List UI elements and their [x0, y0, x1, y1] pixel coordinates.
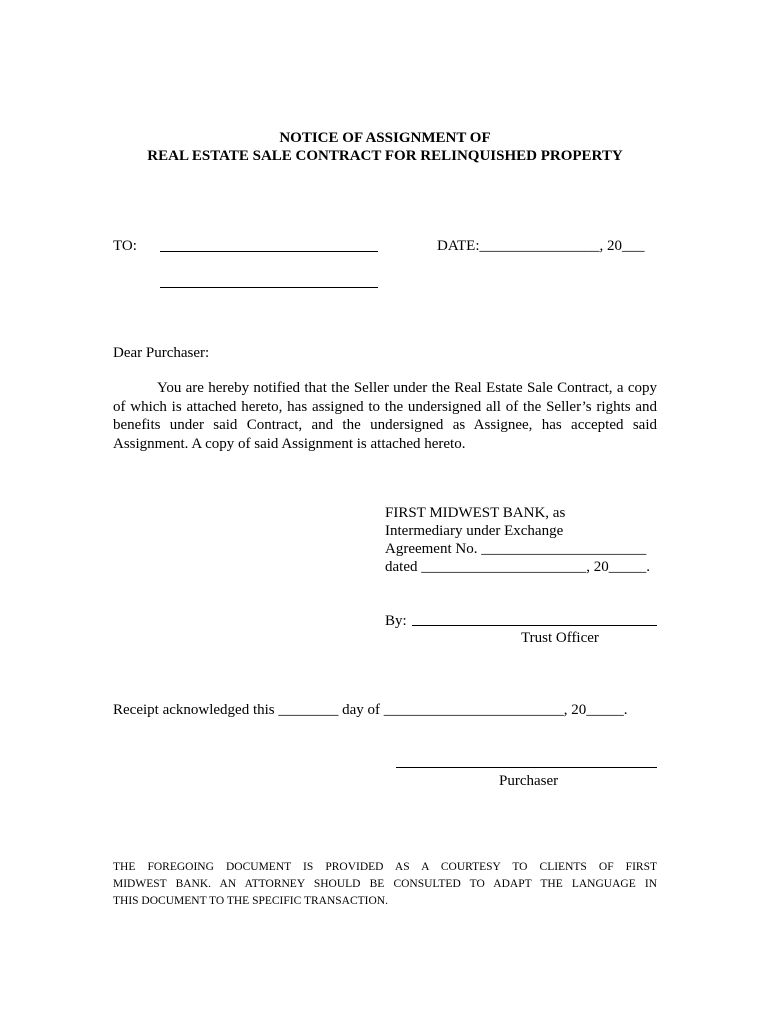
to-recipient-line-2[interactable] [160, 287, 378, 288]
body-line: Assignment. A copy of said Assignment is attached hereto. [113, 435, 466, 452]
to-label: TO: [113, 238, 137, 254]
disclaimer [113, 859, 657, 910]
receipt-acknowledgement-field[interactable]: Receipt acknowledged this ________ day of ________________________, 20_____. [113, 702, 628, 718]
salutation: Dear Purchaser: [113, 345, 210, 361]
intermediary-line: Intermediary under Exchange [385, 523, 564, 539]
body-line: of which is attached hereto, has assigned to the undersigned all of the Seller’s rights and [113, 398, 657, 415]
trust-officer-signature-line[interactable] [412, 625, 657, 626]
document-title-line-1: NOTICE OF ASSIGNMENT OF [279, 130, 491, 146]
bank-name: FIRST MIDWEST BANK, as [385, 505, 566, 521]
agreement-number-field[interactable]: Agreement No. ______________________ [385, 541, 647, 557]
body-line: You are hereby notified that the Seller under the Real Estate Sale Contract, a copy [157, 380, 657, 396]
document-title-line-2: REAL ESTATE SALE CONTRACT FOR RELINQUISHED PROPERTY [147, 148, 623, 164]
to-recipient-line-1[interactable] [160, 251, 378, 252]
body-paragraph [113, 379, 657, 453]
body-line: benefits under said Contract, and the undersigned as Assignee, has accepted said [113, 417, 657, 433]
trust-officer-title: Trust Officer [521, 630, 599, 646]
disclaimer-line: THE FOREGOING DOCUMENT IS PROVIDED AS A COURTESY TO CLIENTS OF FIRST [113, 861, 657, 873]
by-label: By: [385, 613, 407, 629]
purchaser-signature-line[interactable] [396, 767, 657, 768]
disclaimer-line: THIS DOCUMENT TO THE SPECIFIC TRANSACTION. [113, 895, 388, 907]
date-field[interactable]: DATE:________________, 20___ [437, 238, 645, 254]
agreement-date-field[interactable]: dated ______________________, 20_____. [385, 559, 650, 575]
purchaser-label: Purchaser [499, 773, 559, 789]
disclaimer-line: MIDWEST BANK. AN ATTORNEY SHOULD BE CONSULTED TO ADAPT THE LANGUAGE IN [113, 878, 657, 890]
